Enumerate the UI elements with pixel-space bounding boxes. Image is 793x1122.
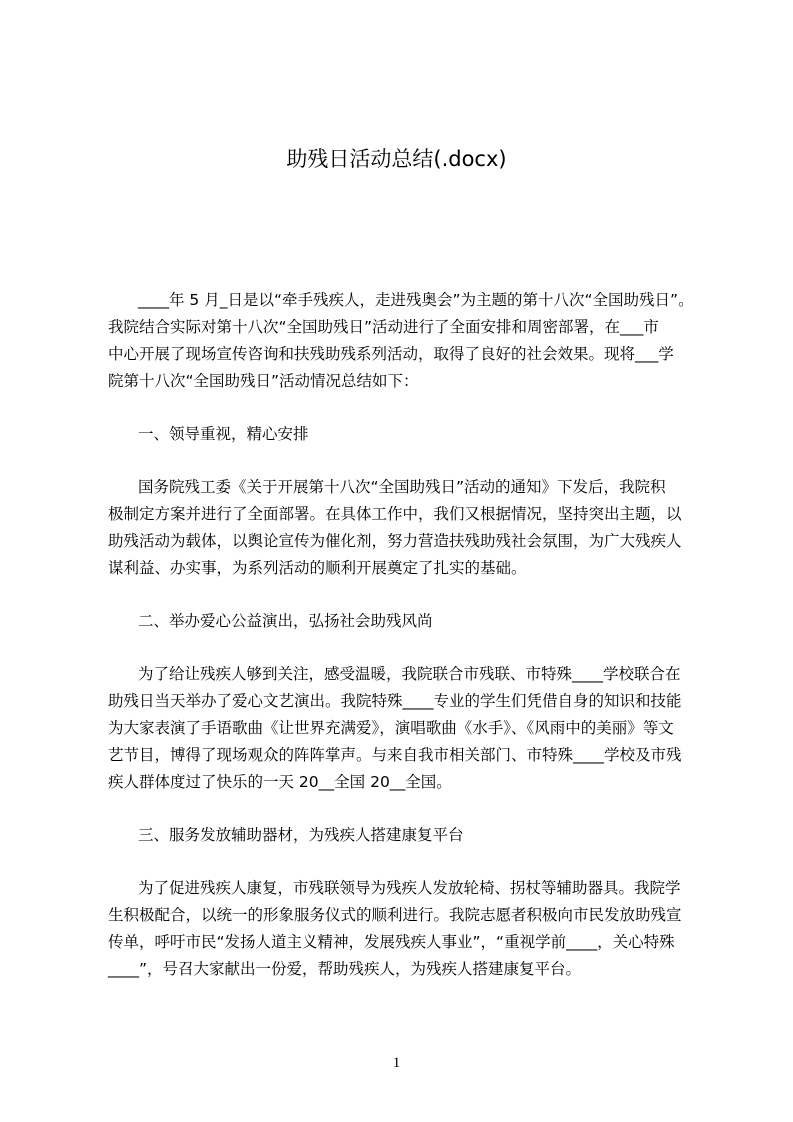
paragraph-line: 为了促进残疾人康复，市残联领导为残疾人发放轮椅、拐杖等辅助器具。我院学 xyxy=(138,879,681,897)
paragraph-line: 艺节目，博得了现场观众的阵阵掌声。与来自我市相关部门、市特殊____学校及市残 xyxy=(108,746,682,764)
page-number: 1 xyxy=(392,1055,401,1071)
paragraph-line: 助残活动为载体，以舆论宣传为催化剂，努力营造扶残助残社会氛围，为广大残疾人 xyxy=(108,532,682,550)
paragraph-line: ____年 5 月_日是以“牵手残疾人，走进残奥会”为主题的第十八次“全国助残日”。 xyxy=(138,291,694,309)
paragraph-line: 生积极配合，以统一的形象服务仪式的顺利进行。我院志愿者积极向市民发放助残宣 xyxy=(108,906,682,924)
paragraph-line: 为了给让残疾人够到关注，感受温暖，我院联合市残联、市特殊____学校联合在 xyxy=(138,665,681,683)
paragraph-line: 为大家表演了手语歌曲《让世界充满爱》，演唱歌曲《水手》、《风雨中的美丽》等文 xyxy=(108,719,674,737)
paragraph-line: 助残日当天举办了爱心文艺演出。我院特殊____专业的学生们凭借自身的知识和技能 xyxy=(108,692,682,710)
section-heading: 二、举办爱心公益演出，弘扬社会助残风尚 xyxy=(138,612,433,630)
paragraph-line: 院第十八次“全国助残日”活动情况总结如下： xyxy=(108,372,419,390)
paragraph-line: ____”，号召大家献出一份爱，帮助残疾人，为残疾人搭建康复平台。 xyxy=(108,960,582,978)
paragraph-line: 中心开展了现场宣传咨询和扶残助残系列活动，取得了良好的社会效果。现将___学 xyxy=(108,345,674,363)
paragraph-line: 极制定方案并进行了全面部署。在具体工作中，我们又根据情况，坚持突出主题，以 xyxy=(108,505,682,523)
paragraph-line: 国务院残工委《关于开展第十八次“全国助残日”活动的通知》下发后，我院积 xyxy=(138,478,666,496)
section-heading: 一、领导重视，精心安排 xyxy=(138,425,309,443)
paragraph-line: 谋利益、办实事，为系列活动的顺利开展奠定了扎实的基础。 xyxy=(108,559,527,577)
paragraph-line: 疾人群体度过了快乐的一天 20__全国 20__全国。 xyxy=(108,773,452,791)
paragraph-line: 我院结合实际对第十八次“全国助残日”活动进行了全面安排和周密部署，在___市 xyxy=(108,318,659,336)
section-heading: 三、服务发放辅助器材，为残疾人搭建康复平台 xyxy=(138,826,464,844)
document-title: 助残日活动总结(.docx) xyxy=(286,147,507,171)
paragraph-line: 传单，呼吁市民“发扬人道主义精神，发展残疾人事业”，“重视学前____，关心特殊 xyxy=(108,933,675,951)
